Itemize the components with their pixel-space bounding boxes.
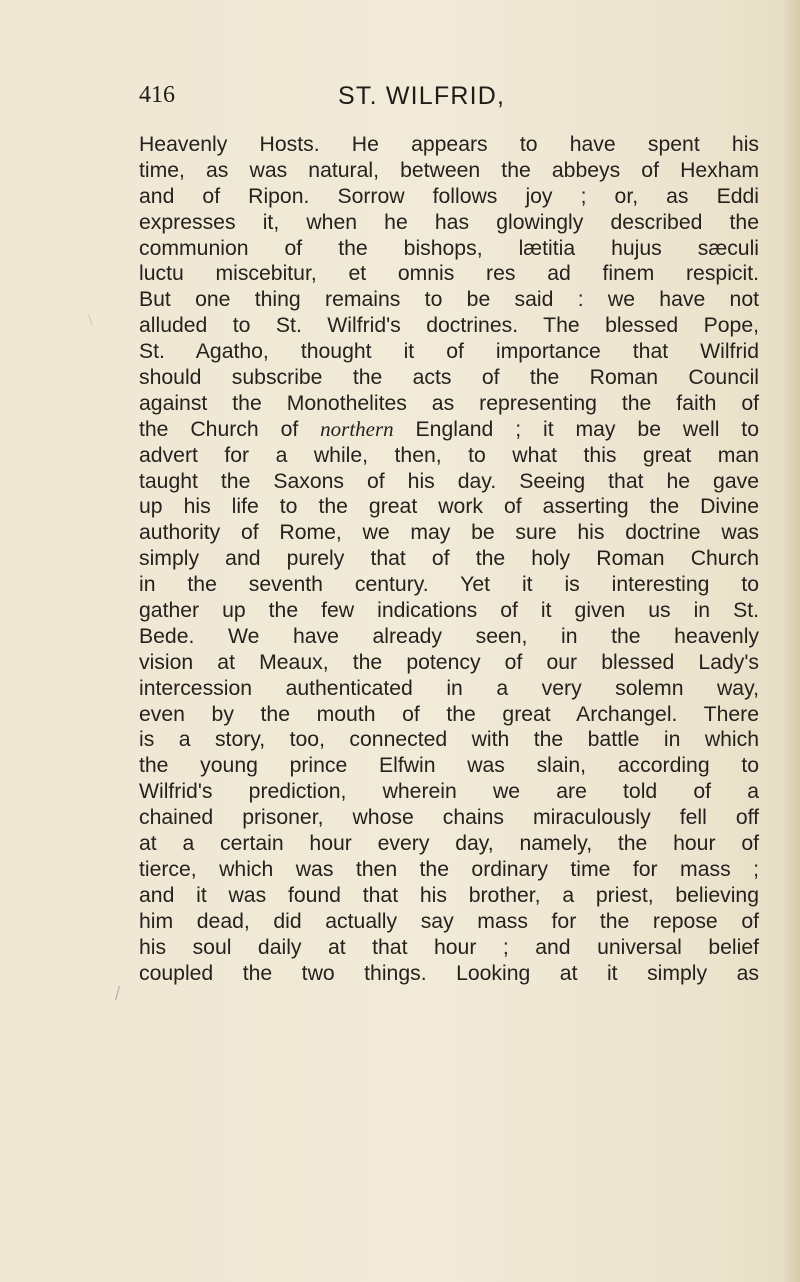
text-line: advert for a while, then, to what this great man (139, 443, 759, 467)
text-line: and it was found that his brother, a priest, believing (139, 883, 759, 907)
text-line: at a certain hour every day, namely, the hour of (139, 832, 759, 856)
text-line: chained prisoner, whose chains miraculously fell off (139, 806, 759, 830)
text-line: is a story, too, connected with the battle in which (139, 728, 759, 752)
text-line: in the seventh century. Yet it is interesting to (139, 573, 759, 597)
text-fragment: the Church of (139, 417, 321, 441)
text-line: communion of the bishops, lætitia hujus sæculi (139, 236, 759, 260)
text-line: expresses it, when he has glowingly described the (139, 210, 759, 234)
margin-pencil-mark (115, 986, 126, 1000)
text-line: tierce, which was then the ordinary time for mass ; (139, 857, 759, 881)
text-line: should subscribe the acts of the Roman Council (139, 366, 759, 390)
text-line: luctu miscebitur, et omnis res ad finem respicit. (139, 262, 759, 286)
text-line: against the Monothelites as representing the faith of (139, 391, 759, 415)
text-line: and of Ripon. Sorrow follows joy ; or, as Eddi (139, 184, 759, 208)
text-line: intercession authenticated in a very solemn way, (139, 676, 759, 700)
text-line: up his life to the great work of asserting the Divine (139, 495, 759, 519)
text-line: authority of Rome, we may be sure his doctrine was (139, 521, 759, 545)
running-title: ST. WILFRID, (338, 82, 506, 110)
text-line: Wilfrid's prediction, wherein we are told of a (139, 780, 759, 804)
text-line: St. Agatho, thought it of importance that Wilfrid (139, 340, 759, 364)
text-line: vision at Meaux, the potency of our blessed Lady's (139, 650, 759, 674)
text-line: the young prince Elfwin was slain, according to (139, 754, 759, 778)
text-line-with-italic (139, 417, 759, 443)
text-line: Bede. We have already seen, in the heavenly (139, 624, 759, 648)
text-fragment: England ; it may be well to (393, 417, 759, 441)
body-text (139, 132, 759, 986)
page-edge-shadow (782, 0, 800, 1282)
paper-mark (88, 315, 99, 325)
text-line: alluded to St. Wilfrid's doctrines. The blessed Pope, (139, 314, 759, 338)
text-line: even by the mouth of the great Archangel. There (139, 702, 759, 726)
page-header (139, 82, 561, 122)
text-line: gather up the few indications of it given us in St. (139, 599, 759, 623)
text-line: his soul daily at that hour ; and universal belief (139, 935, 759, 959)
italic-word: northern (320, 416, 394, 441)
text-line: But one thing remains to be said : we have not (139, 288, 759, 312)
text-line: time, as was natural, between the abbeys of Hexham (139, 158, 759, 182)
text-line: Heavenly Hosts. He appears to have spent his (139, 133, 759, 156)
text-line: simply and purely that of the holy Roman Church (139, 547, 759, 571)
text-line: coupled the two things. Looking at it simply as (139, 961, 759, 985)
text-line: him dead, did actually say mass for the repose of (139, 909, 759, 933)
page-number: 416 (139, 82, 175, 108)
text-line: taught the Saxons of his day. Seeing that he gave (139, 469, 759, 493)
